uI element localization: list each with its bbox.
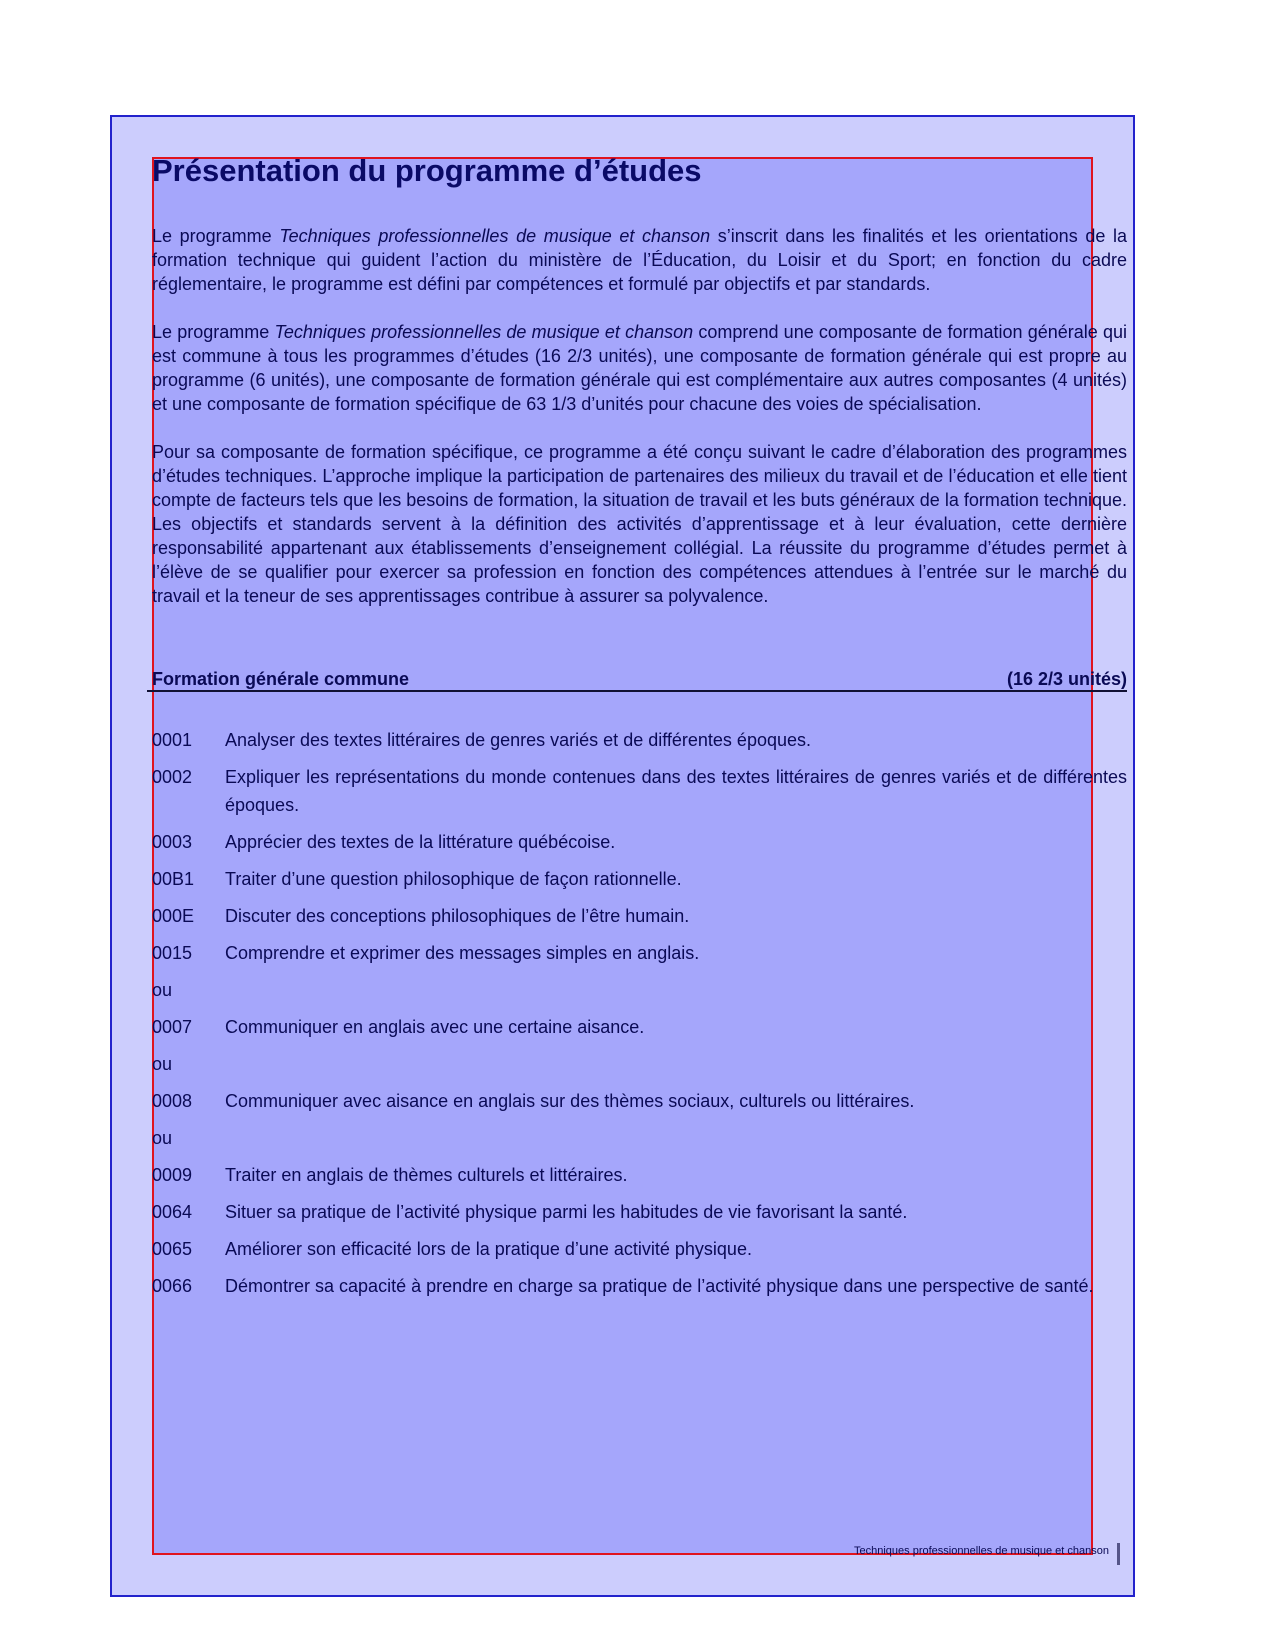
alternative-label: ou	[152, 1054, 173, 1074]
program-name: Techniques professionnelles de musique et chanson	[279, 226, 711, 246]
competency-code: 00B1	[152, 869, 195, 889]
competency-desc: Améliorer son efficacité lors de la pratique d’une activité physique.	[225, 1239, 752, 1259]
paragraph-specific: Pour sa composante de formation spécifique, ce programme a été conçu suivant le cadre d’élaboration des programmes d’études techniques. L’approche implique la participation de partenaires des milieux du travail et de l’éducation et elle tient compte de facteurs tels que les besoins de formation, la situation de travail et les buts généraux de la formation technique. Les objectifs et standards servent à la définition des activités d’apprentissage et à leur évaluation, cette dernière responsabilité appartenant aux établissements d’enseignement collégial. La réussite du programme d’études permet à l’élève de se qualifier pour exercer sa profession en fonction des compétences attendues à l’entrée sur le marché du travail et la teneur de ses apprentissages contribue à assurer sa polyvalence.	[152, 442, 1127, 606]
list-item	[152, 902, 1127, 930]
competency-desc: Traiter en anglais de thèmes culturels et littéraires.	[225, 1165, 628, 1185]
paragraph-text: Le programme	[152, 322, 275, 342]
list-item	[152, 939, 1127, 967]
competency-code: 0008	[152, 1091, 193, 1111]
competency-code: 0015	[152, 943, 193, 963]
competency-code: 0003	[152, 832, 193, 852]
competency-desc: Communiquer avec aisance en anglais sur des thèmes sociaux, culturels ou littéraires.	[225, 1091, 915, 1111]
alternative-label: ou	[152, 1128, 173, 1148]
section-units: (16 2/3 unités)	[1006, 669, 1127, 689]
competency-desc: Traiter d’une question philosophique de façon rationnelle.	[225, 869, 682, 889]
paragraph-text: comprend une composante de formation générale qui est commune à tous les programmes d’études (16 2/3 unités), une composante de formation générale qui est propre au programme (6 unités), une composante de formation générale qui est complémentaire aux autres composantes (4 unités) et une composante de formation spécifique de 63 1/3 d’unités pour chacune des voies de spécialisation.	[152, 322, 1127, 414]
competency-desc: Communiquer en anglais avec une certaine aisance.	[225, 1017, 645, 1037]
page-title: Présentation du programme d’études	[152, 153, 702, 188]
competency-list	[152, 726, 1127, 1300]
competency-code: 0002	[152, 767, 193, 787]
competency-desc: Discuter des conceptions philosophiques de l’être humain.	[225, 906, 690, 926]
section-heading	[147, 666, 1127, 692]
competency-code: 0007	[152, 1017, 193, 1037]
list-item	[152, 1161, 1127, 1189]
competency-desc: Situer sa pratique de l’activité physique parmi les habitudes de vie favorisant la santé.	[225, 1202, 908, 1222]
competency-desc: Apprécier des textes de la littérature québécoise.	[225, 832, 616, 852]
program-name: Techniques professionnelles de musique et chanson	[274, 322, 694, 342]
document	[152, 150, 1127, 1309]
alternative-label: ou	[152, 980, 173, 1000]
list-item	[152, 763, 1127, 819]
footer-divider	[1117, 1543, 1120, 1565]
competency-code: 000E	[152, 906, 195, 926]
list-item	[152, 1013, 1127, 1041]
competency-desc: Comprendre et exprimer des messages simples en anglais.	[225, 943, 700, 963]
list-item	[152, 865, 1127, 893]
competency-code: 0001	[152, 730, 193, 750]
list-item	[152, 828, 1127, 856]
page-footer: Techniques professionnelles de musique et chanson	[854, 1545, 1109, 1557]
list-item	[152, 1272, 1127, 1300]
paragraph-components	[152, 320, 1127, 416]
list-item	[152, 1087, 1127, 1115]
competency-code: 0009	[152, 1165, 193, 1185]
competency-code: 0065	[152, 1239, 193, 1259]
list-item	[152, 1235, 1127, 1263]
list-item	[152, 726, 1127, 754]
competency-code: 0066	[152, 1276, 193, 1296]
competency-desc: Démontrer sa capacité à prendre en charge sa pratique de l’activité physique dans une perspective de santé.	[225, 1276, 1094, 1296]
section-title: Formation générale commune	[152, 669, 410, 689]
list-item	[152, 1198, 1127, 1226]
competency-desc: Analyser des textes littéraires de genres variés et de différentes époques.	[225, 730, 812, 750]
paragraph-text: Le programme	[152, 226, 280, 246]
paragraph-intro	[152, 224, 1127, 296]
paragraph-text: s’inscrit dans les finalités et les orientations de la formation technique qui guident l’action du ministère de l’Éducation, du Loisir et du Sport; en fonction du cadre réglementaire, le programme est défini par compétences et formulé par objectifs et par standards.	[152, 226, 1127, 294]
competency-desc: Expliquer les représentations du monde contenues dans des textes littéraires de genres variés et de différentes époques.	[225, 767, 1127, 815]
competency-code: 0064	[152, 1202, 193, 1222]
